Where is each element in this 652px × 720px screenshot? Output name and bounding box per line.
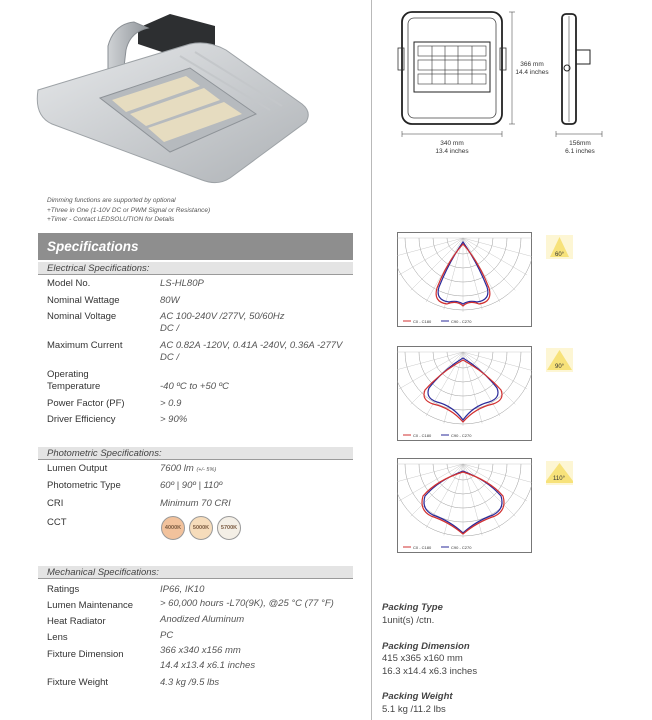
spec-value: > 90% xyxy=(160,414,188,425)
legend-label-c90-c270: C90 - C270 xyxy=(451,545,472,550)
dimension-drawing xyxy=(392,4,607,142)
spec-label: Power Factor (PF) xyxy=(47,398,125,409)
legend-label-c0-c180: C0 - C180 xyxy=(413,545,432,550)
width-dimension: 340 mm 13.4 inches xyxy=(435,140,469,155)
polar-chart-90 xyxy=(397,346,532,441)
depth-dimension: 156mm 6.1 inches xyxy=(565,140,595,155)
spec-label: Maximum Current xyxy=(47,340,123,351)
legend-label-c0-c180: C0 - C180 xyxy=(413,319,432,324)
dimming-option-three-in-one: +Three in One (1-10V DC or PWM Signal or Resistance) xyxy=(47,207,211,214)
spec-value: 7600 lm (+/- 5%) xyxy=(160,463,217,474)
spec-label-line2: Temperature xyxy=(47,381,101,392)
spec-value: -40 ºC to +50 ºC xyxy=(160,381,229,392)
spec-label: Fixture Weight xyxy=(47,677,109,688)
packing-dimension-value-inches: 16.3 x14.4 x6.3 inches xyxy=(382,666,478,677)
dimming-option-timer: +Timer - Contact LEDSOLUTION for Details xyxy=(47,216,175,223)
spec-value: 366 x340 x156 mm xyxy=(160,645,241,656)
cct-5700k-badge: 5700K xyxy=(217,516,241,540)
packing-dimension-value: 415 x365 x160 mm xyxy=(382,653,463,664)
spec-label: Lumen Maintenance xyxy=(47,600,134,611)
spec-label: Lens xyxy=(47,632,68,643)
packing-weight-value: 5.1 kg /11.2 lbs xyxy=(382,704,446,715)
spec-value: PC xyxy=(160,630,174,641)
polar-chart-60 xyxy=(397,232,532,327)
photometric-section-heading: Photometric Specifications: xyxy=(38,447,353,460)
spec-value: > 0.9 xyxy=(160,398,182,409)
specifications-title: Specifications xyxy=(47,239,139,254)
specifications-banner xyxy=(38,233,353,260)
height-dimension: 366 mm 14.4 inches xyxy=(515,61,549,76)
mechanical-section-heading: Mechanical Specifications: xyxy=(38,566,353,579)
spec-value: Anodized Aluminum xyxy=(160,614,245,625)
beam-angle-60-label: 60° xyxy=(555,252,565,258)
beam-angle-90-label: 90° xyxy=(555,364,565,370)
spec-label: Operating xyxy=(47,369,89,380)
spec-label: Model No. xyxy=(47,278,91,289)
spec-value-line2: 14.4 x13.4 x6.1 inches xyxy=(160,660,256,671)
packing-weight-title: Packing Weight xyxy=(382,691,453,702)
packing-type-title: Packing Type xyxy=(382,602,443,613)
spec-label: Lumen Output xyxy=(47,463,108,474)
dimming-note: Dimming functions are supported by optional xyxy=(47,197,176,204)
spec-label: CCT xyxy=(47,517,67,528)
spec-value-line2: DC / xyxy=(160,323,179,334)
spec-label: Nominal Wattage xyxy=(47,295,120,306)
spec-label: CRI xyxy=(47,498,64,509)
spec-value: Minimum 70 CRI xyxy=(160,498,231,509)
spec-label: Photometric Type xyxy=(47,480,121,491)
spec-value: AC 100-240V /277V, 50/60Hz xyxy=(160,311,285,322)
spec-label: Driver Efficiency xyxy=(47,414,116,425)
spec-value: LS-HL80P xyxy=(160,278,204,289)
packing-dimension-title: Packing Dimension xyxy=(382,641,470,652)
spec-label: Heat Radiator xyxy=(47,616,106,627)
spec-label: Fixture Dimension xyxy=(47,649,124,660)
legend-label-c90-c270: C90 - C270 xyxy=(451,433,472,438)
electrical-section-heading: Electrical Specifications: xyxy=(38,262,353,275)
spec-value: 4.3 kg /9.5 lbs xyxy=(160,677,220,688)
spec-value: 60º | 90º | 110º xyxy=(160,480,223,491)
spec-label: Nominal Voltage xyxy=(47,311,117,322)
packing-type-value: 1unit(s) /ctn. xyxy=(382,615,435,626)
cct-4000k-badge: 4000K xyxy=(161,516,185,540)
spec-value: AC 0.82A -120V, 0.41A -240V, 0.36A -277V xyxy=(160,340,343,351)
product-photo xyxy=(30,6,330,186)
spec-value-line2: DC / xyxy=(160,352,179,363)
spec-value: 80W xyxy=(160,295,180,306)
legend-label-c0-c180: C0 - C180 xyxy=(413,433,432,438)
beam-angle-110-label: 110° xyxy=(553,476,565,482)
cct-5000k-badge: 5000K xyxy=(189,516,213,540)
column-divider xyxy=(371,0,372,720)
polar-chart-110 xyxy=(397,458,532,553)
spec-value: > 60,000 hours -L70(9K), @25 °C (77 °F) xyxy=(160,598,334,609)
spec-value: IP66, IK10 xyxy=(160,584,205,595)
spec-label: Ratings xyxy=(47,584,80,595)
legend-label-c90-c270: C90 - C270 xyxy=(451,319,472,324)
